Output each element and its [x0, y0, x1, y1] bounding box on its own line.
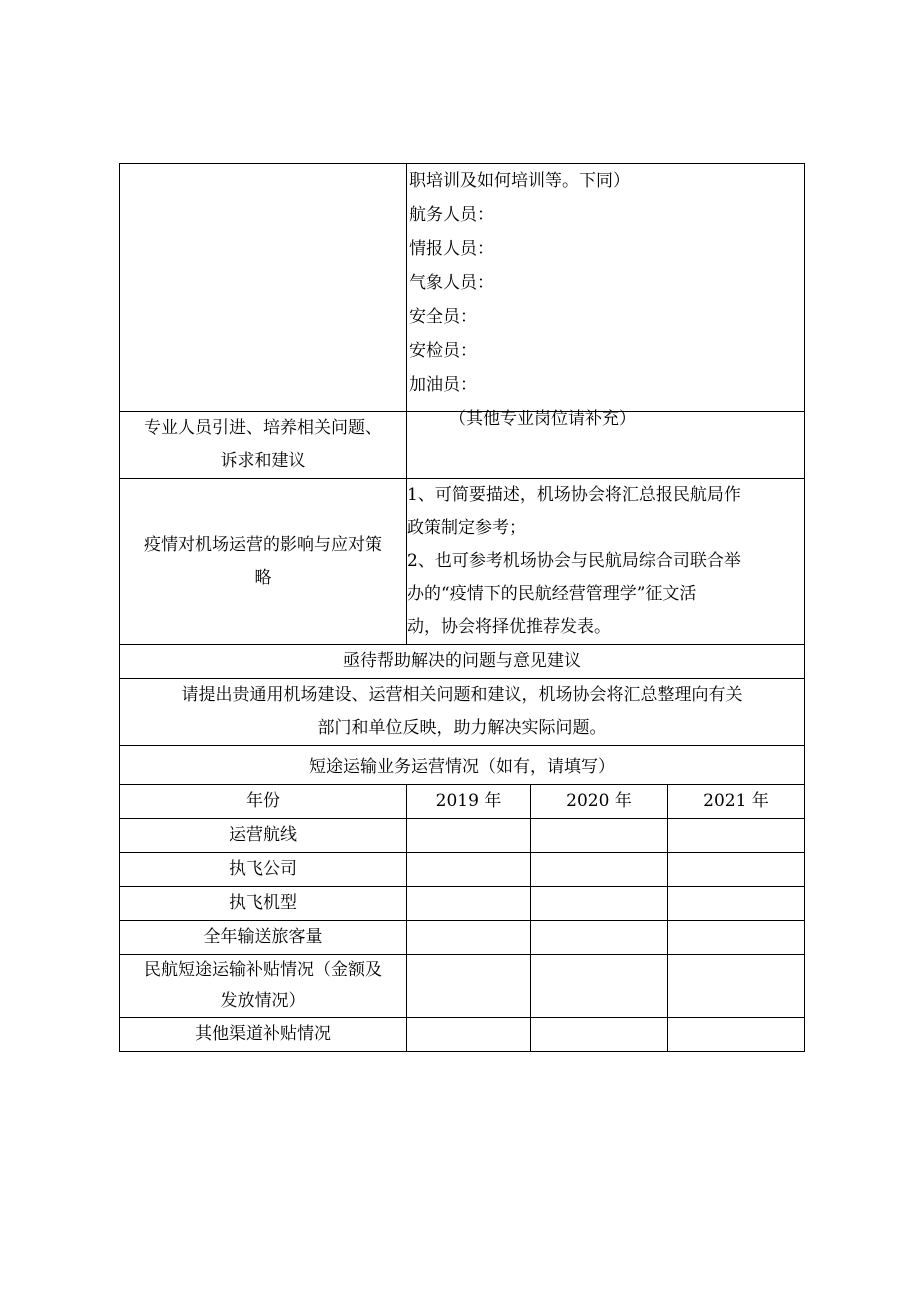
staff-line: 加油员：	[409, 375, 477, 395]
table-row	[120, 955, 805, 1018]
row-label: 运营航线	[120, 819, 407, 853]
table-row	[120, 1018, 805, 1052]
data-cell[interactable]	[407, 819, 531, 853]
data-cell[interactable]	[531, 1018, 668, 1052]
staff-line: 航务人员：	[409, 205, 494, 225]
row-label: 民航短途运输补贴情况（金额及 发放情况）	[120, 955, 407, 1018]
row-label: 其他渠道补贴情况	[120, 1018, 407, 1052]
staff-line: 安全员：	[409, 307, 477, 327]
staff-content-cell[interactable]	[407, 164, 805, 429]
staff-list	[407, 164, 804, 429]
year-header-2019: 2019 年	[407, 785, 531, 819]
staff-row	[120, 164, 805, 412]
epidemic-row	[120, 479, 805, 645]
staff-line: （其他专业岗位请补充）	[449, 409, 636, 429]
problems-title-row	[120, 645, 805, 679]
form-table	[119, 163, 805, 1052]
row-label: 执飞公司	[120, 853, 407, 887]
data-cell[interactable]	[668, 887, 805, 921]
data-cell[interactable]	[531, 921, 668, 955]
data-cell[interactable]	[407, 955, 531, 1018]
data-cell[interactable]	[531, 887, 668, 921]
epidemic-label: 疫情对机场运营的影响与应对策 略	[120, 479, 407, 645]
year-header-label: 年份	[120, 785, 407, 819]
staff-line: 情报人员：	[409, 239, 494, 259]
staff-line: 职培训及如何培训等。下同）	[409, 171, 630, 191]
data-cell[interactable]	[668, 955, 805, 1018]
data-cell[interactable]	[407, 853, 531, 887]
staff-label-cell[interactable]	[120, 164, 407, 412]
year-header-2020: 2020 年	[531, 785, 668, 819]
data-cell[interactable]	[407, 1018, 531, 1052]
section-title: 亟待帮助解决的问题与意见建议	[120, 645, 805, 679]
section-title: 短途运输业务运营情况（如有，请填写）	[120, 746, 805, 785]
data-cell[interactable]	[668, 1018, 805, 1052]
staff-line: 安检员：	[409, 341, 477, 361]
row-label: 执飞机型	[120, 887, 407, 921]
row-label: 全年输送旅客量	[120, 921, 407, 955]
table-row	[120, 887, 805, 921]
data-cell[interactable]	[407, 887, 531, 921]
short-haul-title-row	[120, 746, 805, 785]
problems-note[interactable]: 请提出贵通用机场建设、运营相关问题和建议，机场协会将汇总整理向有关 部门和单位反映，助力解决实际问题。	[120, 679, 805, 746]
epidemic-guidance[interactable]: 1、可简要描述，机场协会将汇总报民航局作 政策制定参考； 2、也可参考机场协会与民航局综合司联合举 办的“疫情下的民航经营管理学”征文活 动，协会将择优推荐发表。	[407, 479, 805, 645]
data-cell[interactable]	[668, 853, 805, 887]
data-cell[interactable]	[531, 853, 668, 887]
data-cell[interactable]	[531, 819, 668, 853]
table-row	[120, 853, 805, 887]
data-cell[interactable]	[407, 921, 531, 955]
talent-label: 专业人员引进、培养相关问题、 诉求和建议	[120, 412, 407, 479]
problems-note-row	[120, 679, 805, 746]
data-cell[interactable]	[668, 921, 805, 955]
data-cell[interactable]	[668, 819, 805, 853]
year-header-2021: 2021 年	[668, 785, 805, 819]
staff-line: 气象人员：	[409, 273, 494, 293]
table-row	[120, 921, 805, 955]
data-cell[interactable]	[531, 955, 668, 1018]
year-header-row	[120, 785, 805, 819]
table-row	[120, 819, 805, 853]
